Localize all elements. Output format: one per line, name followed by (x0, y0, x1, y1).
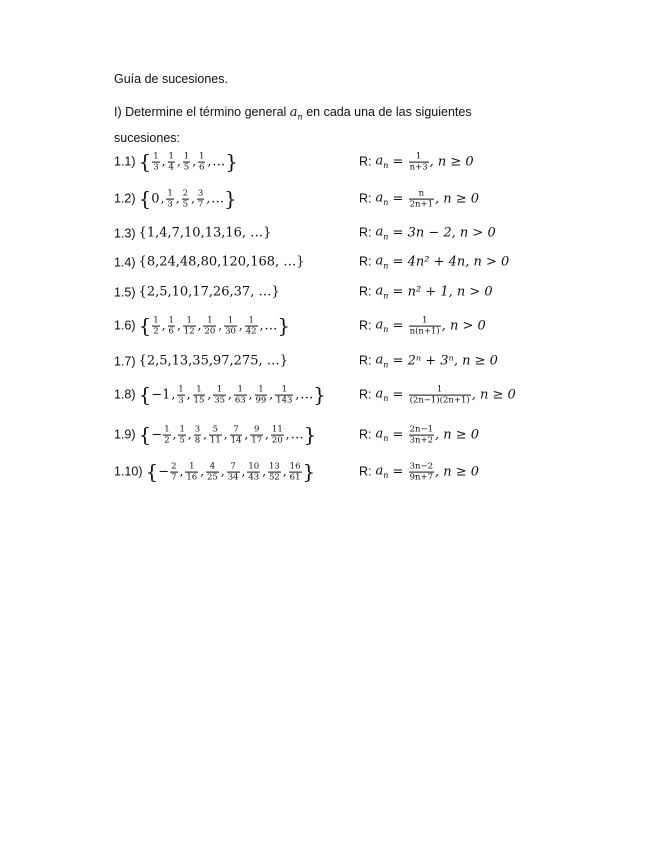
sequence-row (114, 311, 554, 341)
open-brace: { (145, 459, 159, 484)
sequence-term: $\frac{1}{20}$ (204, 315, 216, 337)
sequence-expression (114, 382, 326, 407)
answer-prefix: R: (359, 226, 372, 240)
sequence-row (114, 380, 554, 410)
sequence-term: $\frac{1}{99}$ (255, 384, 267, 406)
comma: , (192, 154, 197, 169)
instruction-after: en cada una de las siguientes sucesiones: (114, 105, 472, 145)
sequence-term: $\frac{1}{3}$ (178, 384, 184, 406)
open-brace: { (138, 149, 152, 174)
sequence-term: $\frac{5}{11}$ (209, 424, 221, 446)
ellipsis: … (211, 191, 225, 207)
sequence-term: $\frac{2}{5}$ (182, 188, 189, 210)
answer-condition: , n ≥ 0 (471, 387, 516, 403)
sequence-terms: {2,5,10,17,26,37, …} (138, 284, 280, 300)
comma: , (186, 387, 191, 402)
sequence-term: $\frac{1}{3}$ (167, 188, 173, 210)
answer-condition: , n ≥ 0 (435, 427, 480, 443)
sequence-term: $\frac{11}{20}$ (271, 424, 283, 446)
comma: , (269, 387, 274, 402)
equals-sign: = (388, 318, 408, 334)
answer-lhs: $a_n$ (375, 190, 389, 208)
equals-sign: = (388, 225, 408, 241)
answer-lhs: $a_n$ (375, 317, 389, 335)
comma: , (220, 464, 225, 479)
sequence-term: $\frac{3}{7}$ (197, 188, 204, 210)
close-brace: } (303, 422, 317, 447)
answer-expression (359, 189, 479, 210)
open-brace: { (138, 313, 152, 338)
open-brace: { (138, 186, 152, 211)
answer-expression (359, 152, 474, 173)
comma: , (171, 387, 176, 402)
item-label: 1.8) (114, 387, 136, 402)
close-brace: } (277, 313, 291, 338)
comma: , (175, 191, 180, 206)
sequence-term: $\frac{9}{17}$ (251, 424, 263, 446)
sequence-term: $\frac{1}{4}$ (168, 151, 174, 173)
comma: , (179, 464, 184, 479)
minus-sign: − (158, 464, 170, 480)
answer-fraction: $\frac{1}{(2n-1)(2n+1)}$ (409, 384, 470, 406)
instruction-text (114, 102, 534, 148)
comma: , (161, 318, 166, 333)
answer-fraction: $\frac{1}{n(n+1)}$ (409, 315, 440, 337)
sequence-row (114, 420, 554, 450)
comma: , (248, 387, 253, 402)
answer-condition: , n ≥ 0 (429, 154, 474, 170)
open-brace: { (138, 382, 152, 407)
ellipsis: … (300, 387, 314, 403)
equals-sign: = (388, 154, 408, 170)
answer-expression (359, 254, 509, 271)
comma: , (160, 191, 165, 206)
sequence-row (114, 218, 554, 248)
sequence-terms: {1,4,7,10,13,16, …} (138, 225, 272, 241)
close-brace: } (313, 382, 326, 407)
comma: , (187, 427, 192, 442)
sequence-term: $\frac{2}{7}$ (171, 461, 177, 483)
answer-expression (359, 225, 496, 242)
equals-sign: = (388, 191, 408, 207)
instruction-before: I) Determine el término general (114, 105, 287, 119)
close-brace: } (225, 149, 239, 174)
sequence-expression (114, 255, 305, 270)
comma: , (244, 427, 249, 442)
close-brace: } (224, 186, 237, 211)
comma: , (295, 387, 300, 402)
comma: , (197, 318, 202, 333)
sequence-row (114, 247, 554, 277)
sequence-row (114, 277, 554, 307)
equals-sign: = (388, 254, 408, 270)
sequence-term: $\frac{1}{6}$ (168, 315, 174, 337)
sequence-expression (114, 149, 239, 174)
item-label: 1.4) (114, 255, 136, 269)
item-label: 1.1) (114, 154, 136, 169)
comma: , (172, 427, 177, 442)
sequence-row (114, 457, 554, 487)
answer-lhs: $a_n$ (375, 426, 389, 444)
item-label: 1.3) (114, 226, 136, 240)
answer-prefix: R: (359, 427, 372, 442)
sequence-term: $\frac{1}{42}$ (245, 315, 257, 337)
answer-formula: 2ⁿ + 3ⁿ, n ≥ 0 (407, 353, 498, 369)
sequence-expression (114, 313, 291, 338)
sequence-term: $\frac{16}{61}$ (289, 461, 301, 483)
answer-prefix: R: (359, 318, 372, 333)
answer-expression (359, 284, 493, 301)
sequence-term: $\frac{1}{5}$ (179, 424, 185, 446)
comma: , (176, 318, 181, 333)
answer-fraction: $\frac{3n-2}{9n+7}$ (409, 461, 434, 483)
sequence-term: −1 (151, 387, 171, 403)
item-label: 1.2) (114, 191, 136, 206)
answer-condition: , n > 0 (441, 318, 486, 334)
sequence-term: $\frac{13}{52}$ (269, 461, 280, 483)
equals-sign: = (388, 464, 408, 480)
minus-sign: − (151, 427, 163, 443)
sequence-row (114, 346, 554, 376)
sequence-expression (114, 459, 316, 484)
answer-expression (359, 462, 479, 483)
answer-expression (359, 316, 486, 337)
answer-fraction: $\frac{2n-1}{3n+2}$ (409, 424, 434, 446)
sequence-term: $\frac{1}{2}$ (164, 424, 170, 446)
answer-prefix: R: (359, 255, 372, 269)
equals-sign: = (388, 284, 408, 300)
sequence-expression (114, 422, 317, 447)
answer-lhs: $a_n$ (375, 253, 389, 271)
answer-fraction: $\frac{1}{n+3}$ (409, 151, 428, 173)
sequence-term: $\frac{1}{6}$ (199, 151, 205, 173)
comma: , (206, 191, 211, 206)
answer-fraction: $\frac{n}{2n+1}$ (409, 188, 434, 210)
sequence-term: $\frac{1}{143}$ (276, 384, 293, 406)
sequence-expression (114, 186, 237, 211)
answer-formula: 4n² + 4n, n > 0 (407, 254, 510, 270)
comma: , (265, 427, 269, 442)
sequence-expression (114, 285, 280, 300)
sequence-expression (114, 354, 288, 369)
item-label: 1.9) (114, 427, 136, 442)
answer-prefix: R: (359, 354, 372, 368)
sequence-term: $\frac{10}{43}$ (248, 461, 260, 483)
answer-prefix: R: (359, 191, 372, 206)
answer-formula: n² + 1, n > 0 (407, 284, 493, 300)
answer-lhs: $a_n$ (375, 224, 389, 242)
equals-sign: = (388, 353, 408, 369)
sequence-row (114, 147, 554, 177)
comma: , (282, 464, 287, 479)
sequence-term: $\frac{7}{14}$ (230, 424, 242, 446)
sequence-term: 0 (151, 191, 160, 207)
sequence-term: $\frac{4}{25}$ (207, 461, 218, 483)
comma: , (200, 464, 205, 479)
answer-expression (359, 353, 498, 370)
answer-prefix: R: (359, 387, 372, 402)
comma: , (207, 387, 212, 402)
answer-prefix: R: (359, 285, 372, 299)
sequence-row (114, 184, 554, 214)
ellipsis: … (290, 427, 304, 443)
sequence-term: $\frac{1}{30}$ (225, 315, 236, 337)
ellipsis: … (212, 154, 226, 170)
equals-sign: = (388, 387, 408, 403)
item-label: 1.5) (114, 285, 136, 299)
comma: , (203, 427, 207, 442)
instruction-var: $a_n$ (289, 105, 303, 122)
ellipsis: … (264, 318, 278, 334)
comma: , (285, 427, 290, 442)
sequence-term: $\frac{1}{63}$ (234, 384, 246, 406)
comma: , (191, 191, 195, 206)
sequence-term: $\frac{3}{8}$ (194, 424, 201, 446)
item-label: 1.7) (114, 354, 136, 368)
comma: , (218, 318, 223, 333)
answer-condition: , n ≥ 0 (435, 464, 480, 480)
close-brace: } (302, 459, 316, 484)
answer-expression (359, 385, 516, 406)
sequence-term: $\frac{7}{34}$ (227, 461, 239, 483)
sequence-terms: {8,24,48,80,120,168, …} (138, 254, 305, 270)
comma: , (238, 318, 243, 333)
answer-lhs: $a_n$ (375, 463, 389, 481)
sequence-terms: {2,5,13,35,97,275, …} (138, 353, 288, 369)
equals-sign: = (388, 427, 408, 443)
comma: , (176, 154, 181, 169)
sequence-term: $\frac{1}{2}$ (153, 315, 159, 337)
page-title: Guía de sucesiones. (114, 72, 228, 86)
answer-prefix: R: (359, 464, 372, 479)
item-label: 1.6) (114, 318, 136, 333)
answer-lhs: $a_n$ (375, 352, 389, 370)
comma: , (228, 387, 232, 402)
sequence-term: $\frac{1}{35}$ (214, 384, 226, 406)
comma: , (161, 154, 166, 169)
answer-lhs: $a_n$ (375, 386, 389, 404)
comma: , (223, 427, 228, 442)
comma: , (207, 154, 212, 169)
sequence-term: $\frac{1}{15}$ (193, 384, 205, 406)
answer-lhs: $a_n$ (375, 153, 389, 171)
answer-formula: 3n − 2, n > 0 (407, 225, 496, 241)
sequence-term: $\frac{1}{5}$ (183, 151, 190, 173)
sequence-term: $\frac{1}{16}$ (186, 461, 198, 483)
answer-lhs: $a_n$ (375, 283, 389, 301)
answer-expression (359, 425, 479, 446)
answer-condition: , n ≥ 0 (435, 191, 480, 207)
sequence-term: $\frac{1}{3}$ (153, 151, 159, 173)
answer-prefix: R: (359, 154, 372, 169)
sequence-term: $\frac{1}{12}$ (183, 315, 195, 337)
open-brace: { (138, 422, 152, 447)
comma: , (259, 318, 264, 333)
sequence-expression (114, 226, 271, 241)
comma: , (262, 464, 267, 479)
item-label: 1.10) (114, 464, 143, 479)
comma: , (241, 464, 246, 479)
